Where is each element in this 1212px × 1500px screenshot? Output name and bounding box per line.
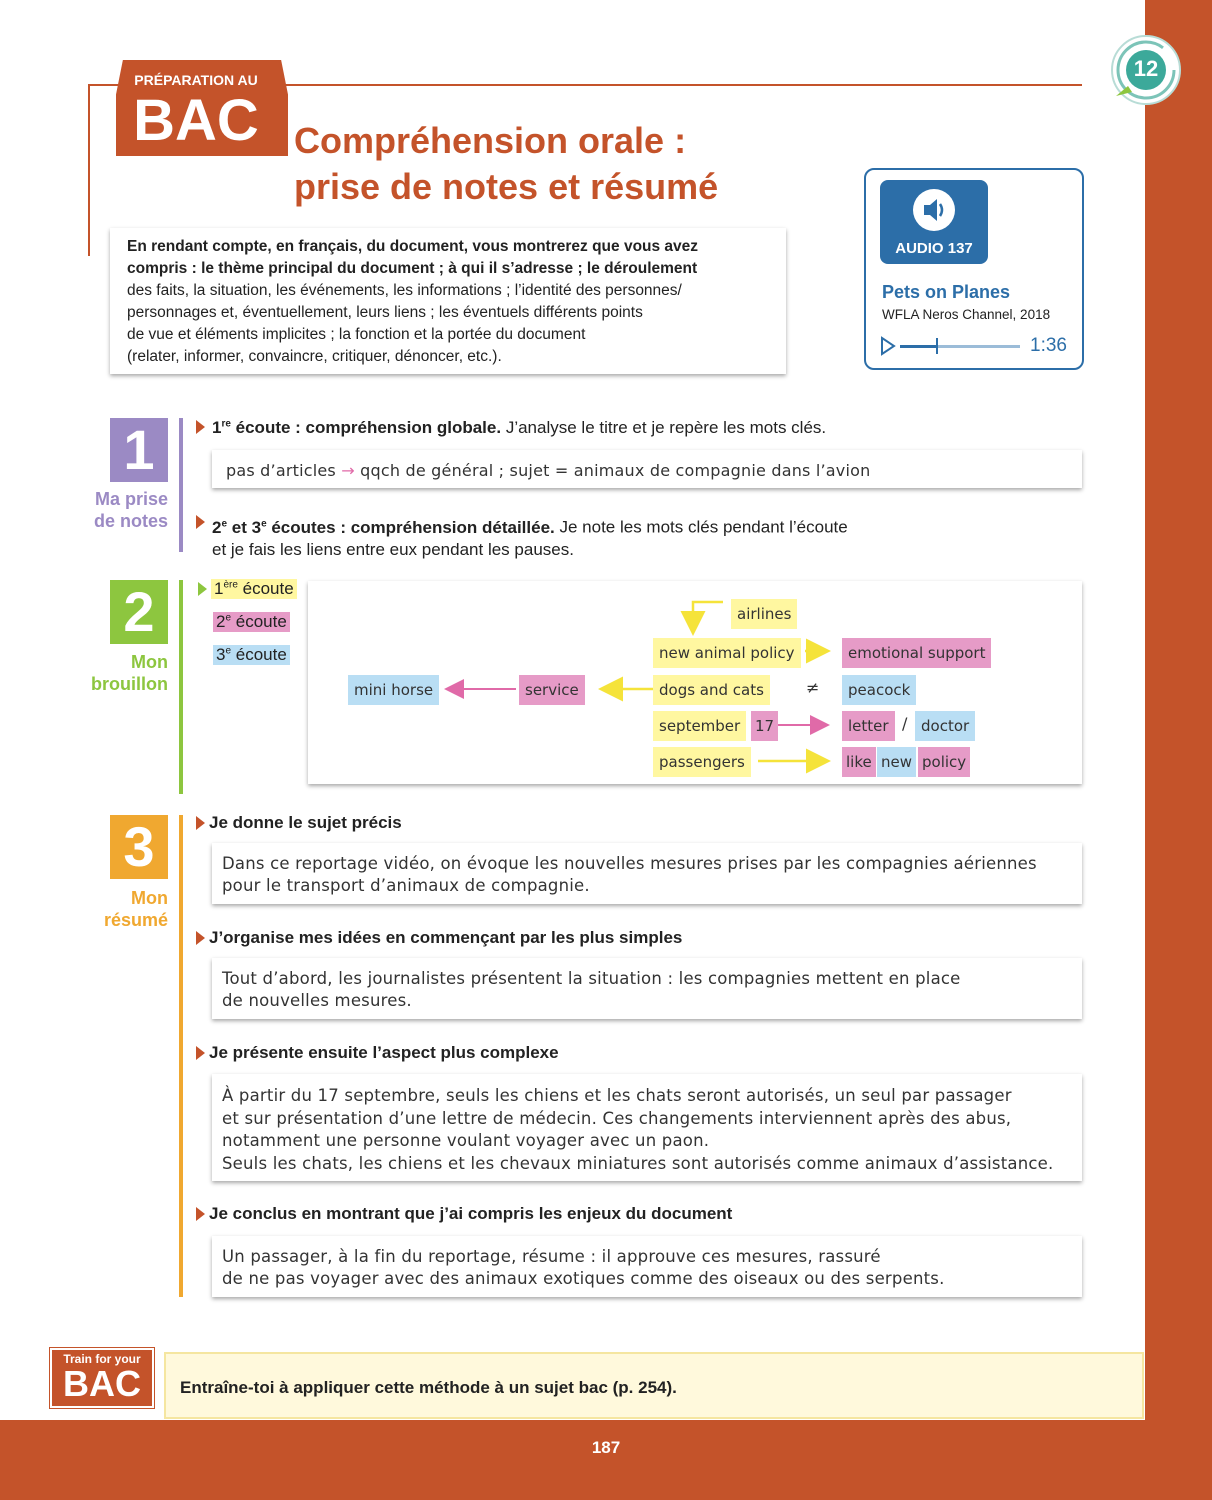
tag-new-animal-policy: new animal policy	[653, 638, 801, 668]
bullet-triangle	[196, 1207, 205, 1221]
note-1-text: pas d’articles → qqch de général ; sujet = animaux de compagnie dans l’avion	[226, 461, 871, 480]
audio-label: AUDIO 137	[895, 240, 973, 257]
section-1-number: 1	[110, 418, 168, 482]
intro-line: compris : le thème principal du document ; à qui il s’adresse ; le déroulement	[127, 260, 698, 277]
tag-passengers: passengers	[653, 747, 751, 777]
section-1-label: Ma prise de notes	[93, 489, 168, 531]
section-2-number: 2	[110, 580, 168, 644]
tag-like: like	[842, 747, 876, 777]
section-2-label: Mon brouillon	[91, 652, 168, 694]
train-label: Train for your	[63, 1352, 141, 1366]
audio-progress-thumb[interactable]	[936, 338, 938, 354]
resume-text: À partir du 17 septembre, seuls les chiens et les chats seront autorisés, un seul par passager et sur présentation d’une lettre de médecin. Ces changements interviennent après des abus, notamment une personne voulant voyager avec un paon. Seuls les chats, les chiens et les chevaux miniatures sont autorisés comme animaux d’assistance.	[222, 1086, 1054, 1173]
audio-title: Pets on Planes	[882, 282, 1011, 302]
tag-mini-horse: mini horse	[348, 675, 439, 705]
bac-badge	[116, 60, 288, 156]
audio-card[interactable]	[864, 168, 1084, 370]
tag-17: 17	[751, 711, 778, 741]
bac-label: BAC	[133, 88, 259, 153]
chapter-number: 12	[1133, 56, 1159, 81]
resume-text: Dans ce reportage vidéo, on évoque les nouvelles mesures prises par les compagnies aériennes pour le transport d’animaux de compagnie.	[222, 854, 1037, 895]
slash: /	[902, 714, 908, 733]
legend-first-listening: 1ère écoute	[211, 579, 297, 599]
bullet-triangle	[196, 816, 205, 830]
intro-line: des faits, la situation, les événements, les informations ; l’identité des personnes/	[127, 282, 682, 299]
intro-line: (relater, informer, convaincre, critiquer, dénoncer, etc.).	[127, 348, 502, 365]
bullet-triangle	[198, 582, 207, 596]
train-bac-label: BAC	[63, 1363, 141, 1404]
resume-step-title: J’organise mes idées en commençant par les plus simples	[209, 928, 683, 947]
audio-label-box[interactable]	[880, 180, 988, 264]
bullet-triangle	[196, 515, 205, 529]
speaker-icon	[912, 188, 956, 232]
header-left-rule	[88, 84, 90, 256]
resume-step-title: Je donne le sujet précis	[209, 813, 402, 832]
intro-line: de vue et éléments implicites ; la fonction et la portée du document	[127, 326, 586, 343]
section-1-step-1: 1re écoute : compréhension globale. J’analyse le titre et je repère les mots clés.	[212, 418, 827, 437]
section-1-rule	[179, 418, 183, 552]
preparation-label: PRÉPARATION AU	[134, 72, 258, 88]
resume-text: Tout d’abord, les journalistes présentent la situation : les compagnies mettent en place de nouvelles mesures.	[222, 969, 961, 1010]
page-title	[294, 118, 718, 210]
chapter-badge	[1110, 34, 1182, 106]
intro-text	[127, 236, 698, 368]
section-1-step-2: 2e et 3e écoutes : compréhension détaillée. Je note les mots clés pendant l’écoute et je fais les liens entre eux pendant les pauses.	[212, 517, 848, 559]
legend-second-listening: 2e écoute	[213, 612, 290, 632]
play-icon[interactable]	[880, 336, 896, 356]
section-2-rule	[179, 580, 183, 794]
intro-line: En rendant compte, en français, du document, vous montrerez que vous avez	[127, 238, 699, 255]
practice-text[interactable]: Entraîne-toi à appliquer cette méthode à un sujet bac (p. 254).	[180, 1378, 677, 1397]
train-bac-badge	[50, 1348, 154, 1408]
audio-duration: 1:36	[1030, 335, 1067, 356]
section-3-label: Mon résumé	[103, 888, 168, 930]
tag-airlines: airlines	[731, 599, 797, 629]
resume-step-title: Je conclus en montrant que j’ai compris les enjeux du document	[209, 1204, 733, 1223]
tag-peacock: peacock	[842, 675, 916, 705]
footer-bar	[0, 1420, 1212, 1500]
resume-text: Un passager, à la fin du reportage, résume : il approuve ces mesures, rassuré de ne pas voyager avec des animaux exotiques comme des oiseaux ou des serpents.	[222, 1247, 945, 1288]
resume-step-title: Je présente ensuite l’aspect plus complexe	[209, 1043, 559, 1062]
tag-policy: policy	[918, 747, 970, 777]
not-equal-sign: ≠	[806, 678, 820, 697]
tag-service: service	[519, 675, 585, 705]
practice-box[interactable]	[164, 1352, 1144, 1419]
section-3-rule	[179, 815, 183, 1297]
tag-dogs-and-cats: dogs and cats	[653, 675, 770, 705]
audio-progress-fill	[900, 345, 936, 348]
tag-emotional-support: emotional support	[842, 638, 991, 668]
audio-source: WFLA Neros Channel, 2018	[882, 307, 1051, 322]
legend-third-listening: 3e écoute	[213, 645, 290, 665]
tag-letter: letter	[842, 711, 895, 741]
tag-doctor: doctor	[915, 711, 975, 741]
title-line-1: Compréhension orale :	[294, 120, 687, 161]
section-3-number: 3	[110, 815, 168, 879]
intro-line: personnages et, éventuellement, leurs liens ; les éventuels différents points	[127, 304, 643, 321]
right-margin-bar	[1145, 0, 1212, 1500]
bullet-triangle	[196, 931, 205, 945]
page-number: 187	[591, 1438, 621, 1457]
tag-september: september	[653, 711, 746, 741]
bullet-triangle	[196, 1046, 205, 1060]
tag-new: new	[877, 747, 916, 777]
bullet-triangle	[196, 420, 205, 434]
title-line-2: prise de notes et résumé	[294, 166, 719, 207]
arrow-airlines	[693, 602, 723, 631]
